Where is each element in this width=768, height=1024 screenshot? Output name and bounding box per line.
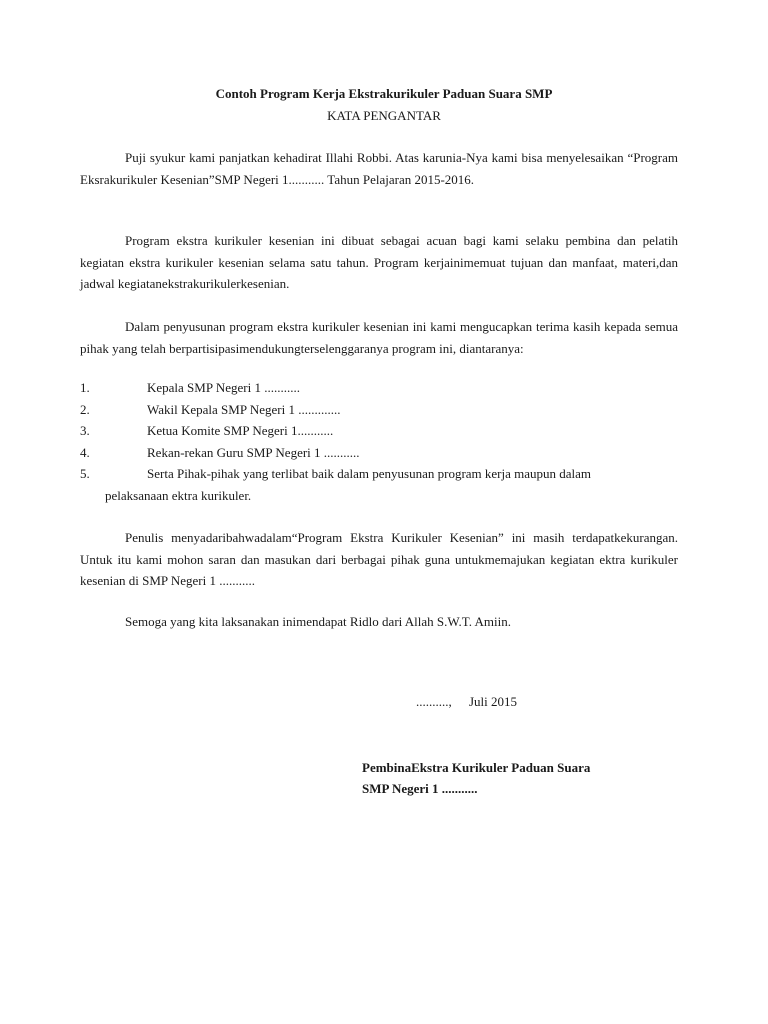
list-text-continuation: pelaksanaan ektra kurikuler. bbox=[105, 487, 252, 503]
paragraph-prayer: Semoga yang kita laksanakan inimendapat Ridlo dari Allah S.W.T. Amiin. bbox=[125, 614, 511, 629]
list-text: Wakil Kepala SMP Negeri 1 ............. bbox=[147, 401, 341, 417]
paragraph-thanks: Dalam penyusunan program ekstra kurikuler kesenian ini kami mengucapkan terima kasih kepada semua pihak yang telah berpartisipasimendukungterselenggaranya program ini, diantaranya: bbox=[80, 319, 678, 356]
list-number: 4. bbox=[80, 444, 90, 460]
paragraph-intro: Puji syukur kami panjatkan kehadirat Illahi Robbi. Atas karunia-Nya kami bisa menyelesaikan “Program Eksrakurikuler Kesenian”SMP Negeri 1........... Tahun Pelajaran 2015-2016. bbox=[80, 150, 678, 187]
list-number: 5. bbox=[80, 466, 90, 481]
document-subtitle: KATA PENGANTAR bbox=[327, 108, 441, 123]
date-line bbox=[416, 694, 517, 710]
list-number: 2. bbox=[80, 401, 90, 417]
list-item bbox=[80, 420, 678, 442]
list-text: Serta Pihak-pihak yang terlibat baik dalam penyusunan program kerja maupun dalam bbox=[147, 466, 592, 481]
list-number: 3. bbox=[80, 423, 90, 438]
list-item bbox=[80, 463, 678, 506]
list-text: Rekan-rekan Guru SMP Negeri 1 ........... bbox=[147, 444, 360, 460]
list-number: 1. bbox=[80, 380, 90, 395]
date-text: Juli 2015 bbox=[469, 694, 518, 709]
paragraph-purpose: Program ekstra kurikuler kesenian ini dibuat sebagai acuan bagi kami selaku pembina dan pelatih kegiatan ekstra kurikuler kesenian selama satu tahun. Program kerjainimemuat tujuan dan manfaat, materi,dan jadwal kegiatanekstrakurikulerkesenian. bbox=[80, 233, 678, 291]
paragraph-apology: Penulis menyadaribahwadalam“Program Ekstra Kurikuler Kesenian” ini masih terdapatkekurangan. Untuk itu kami mohon saran dan masukan dari berbagai pihak guna untukmemajukan kegiatan ektra kurikuler kesenian di SMP Negeri 1 ........... bbox=[80, 530, 678, 588]
list-item bbox=[80, 442, 678, 464]
signature-school: SMP Negeri 1 ........... bbox=[362, 781, 478, 796]
date-place: .........., bbox=[416, 694, 452, 709]
list-text: Kepala SMP Negeri 1 ........... bbox=[147, 380, 300, 395]
acknowledgement-list bbox=[80, 377, 678, 506]
list-text: Ketua Komite SMP Negeri 1........... bbox=[147, 423, 334, 438]
document-title: Contoh Program Kerja Ekstrakurikuler Paduan Suara SMP bbox=[215, 86, 553, 101]
list-item bbox=[80, 399, 678, 421]
signature-title: PembinaEkstra Kurikuler Paduan Suara bbox=[362, 760, 591, 775]
list-item bbox=[80, 377, 678, 399]
